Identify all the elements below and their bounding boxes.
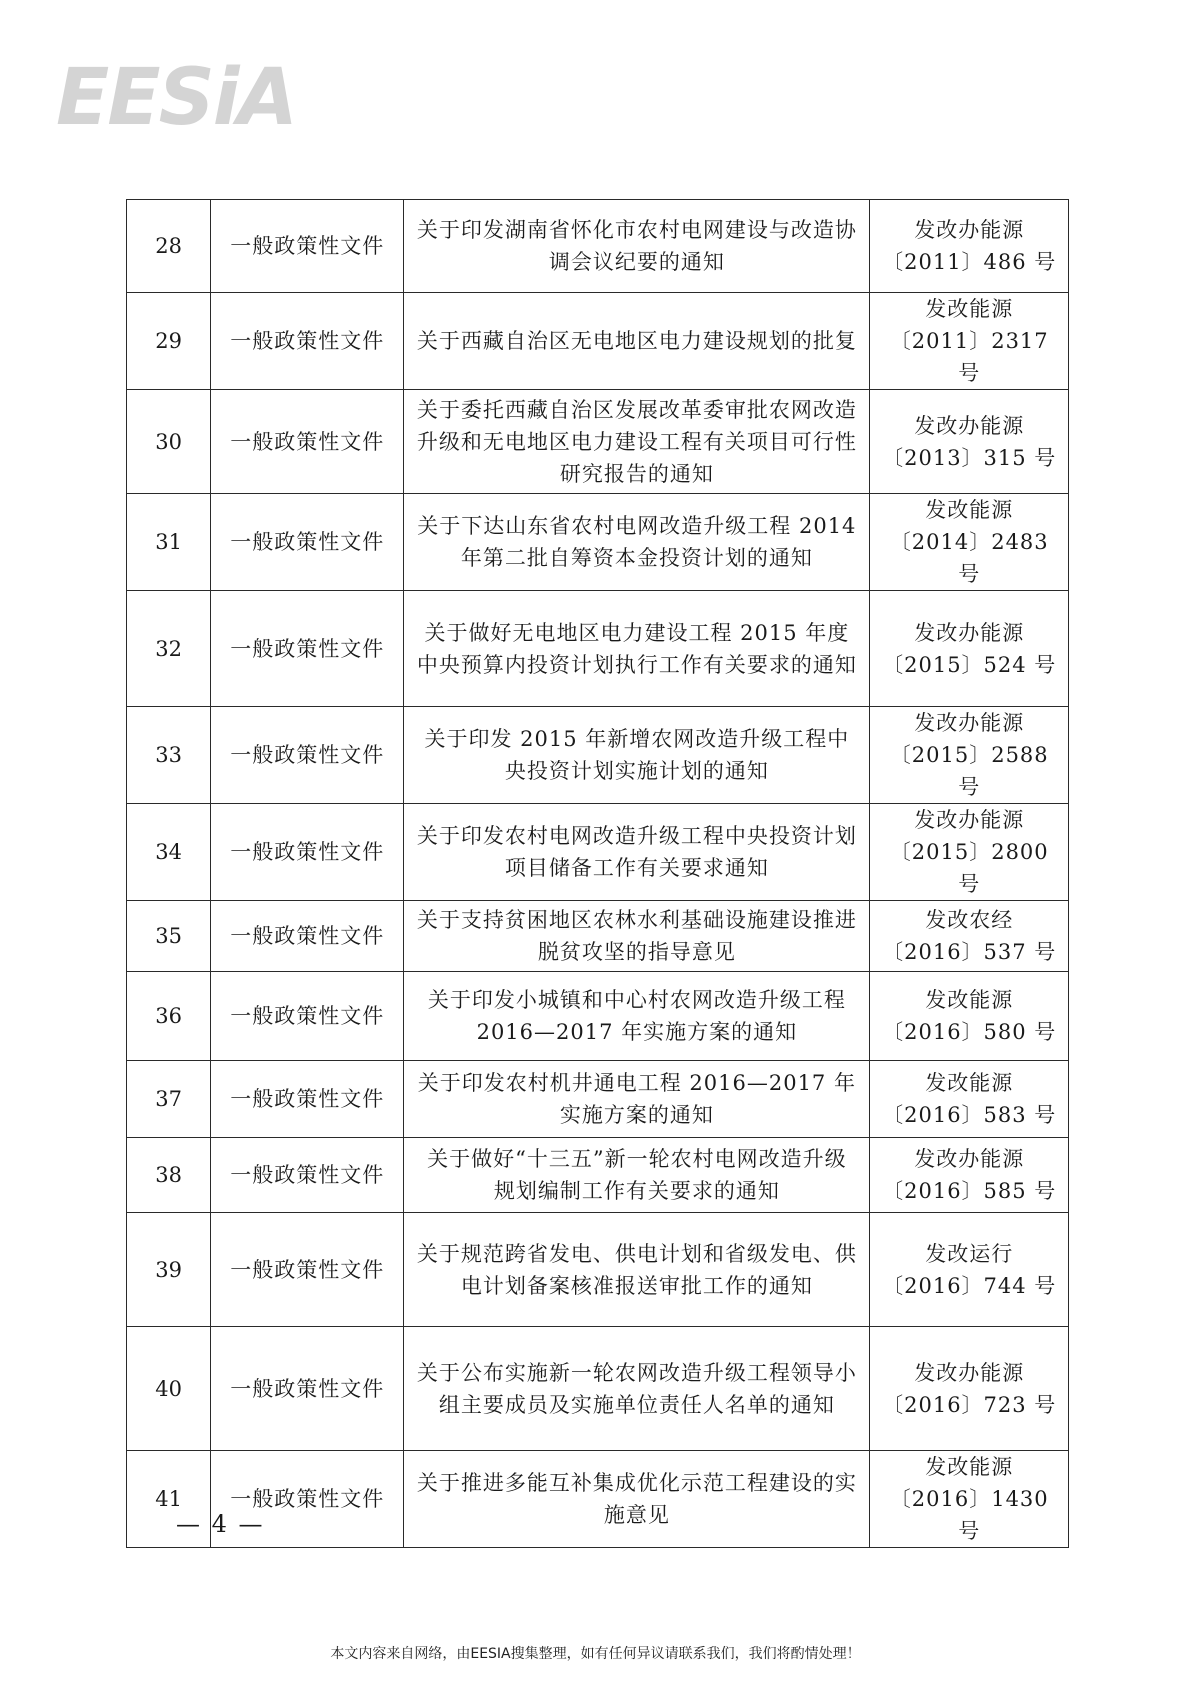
document-number-serial: 〔2016〕580 号 [882, 1020, 1057, 1044]
document-number-issuer: 发改能源 [925, 297, 1014, 321]
document-number-issuer: 发改能源 [925, 498, 1014, 522]
footer-disclaimer: 本文内容来自网络，由EESIA搜集整理，如有任何异议请联系我们，我们将酌情处理！ [330, 1646, 861, 1662]
row-document-number [870, 1327, 1069, 1451]
row-title: 关于规范跨省发电、供电计划和省级发电、供电计划备案核准报送审批工作的通知 [404, 1213, 870, 1327]
table-row [127, 200, 1069, 293]
document-number-serial: 〔2015〕524 号 [882, 652, 1057, 677]
row-category: 一般政策性文件 [211, 1451, 404, 1548]
document-number-issuer: 发改办能源 [914, 1147, 1025, 1171]
table-row [127, 804, 1069, 901]
row-title: 关于印发小城镇和中心村农网改造升级工程 2016—2017 年实施方案的通知 [404, 972, 870, 1061]
row-title: 关于印发湖南省怀化市农村电网建设与改造协调会议纪要的通知 [404, 200, 870, 293]
row-number: 34 [127, 804, 211, 901]
eesia-logo [56, 48, 306, 138]
row-document-number [870, 804, 1069, 901]
row-document-number [870, 972, 1069, 1061]
row-document-number [870, 1138, 1069, 1213]
row-title: 关于下达山东省农村电网改造升级工程 2014 年第二批自筹资本金投资计划的通知 [404, 494, 870, 591]
row-category: 一般政策性文件 [211, 390, 404, 494]
row-number: 30 [127, 390, 211, 494]
document-number-serial: 〔2015〕2800 号 [889, 840, 1049, 896]
row-document-number [870, 293, 1069, 390]
document-number-issuer: 发改办能源 [914, 711, 1025, 735]
logo-wordmark: EESiA [56, 53, 296, 138]
row-document-number [870, 1451, 1069, 1548]
row-title: 关于做好“十三五”新一轮农村电网改造升级规划编制工作有关要求的通知 [404, 1138, 870, 1213]
row-title: 关于委托西藏自治区发展改革委审批农网改造升级和无电地区电力建设工程有关项目可行性研究报告的通知 [404, 390, 870, 494]
row-category: 一般政策性文件 [211, 494, 404, 591]
document-number-serial: 〔2016〕583 号 [882, 1103, 1057, 1127]
table-row [127, 707, 1069, 804]
row-number: 40 [127, 1327, 211, 1451]
row-title: 关于西藏自治区无电地区电力建设规划的批复 [404, 293, 870, 390]
row-document-number [870, 707, 1069, 804]
document-number-serial: 〔2011〕486 号 [882, 250, 1057, 274]
row-number: 31 [127, 494, 211, 591]
table-row [127, 1327, 1069, 1451]
document-number-serial: 〔2016〕585 号 [882, 1179, 1057, 1203]
row-category: 一般政策性文件 [211, 1213, 404, 1327]
table-row [127, 591, 1069, 707]
row-category: 一般政策性文件 [211, 1138, 404, 1213]
table-row [127, 1061, 1069, 1138]
document-number-serial: 〔2016〕1430 号 [889, 1487, 1049, 1543]
document-number-serial: 〔2013〕315 号 [882, 445, 1057, 470]
table-row [127, 1138, 1069, 1213]
document-number-serial: 〔2014〕2483 号 [889, 530, 1049, 586]
row-category: 一般政策性文件 [211, 972, 404, 1061]
row-category: 一般政策性文件 [211, 1327, 404, 1451]
row-document-number [870, 901, 1069, 972]
table-row [127, 494, 1069, 591]
document-number-issuer: 发改能源 [925, 1455, 1014, 1479]
document-number-serial: 〔2015〕2588 号 [889, 743, 1049, 799]
row-number: 33 [127, 707, 211, 804]
row-number: 39 [127, 1213, 211, 1327]
document-number-serial: 〔2016〕744 号 [882, 1273, 1057, 1298]
document-number-serial: 〔2011〕2317 号 [889, 329, 1049, 385]
document-number-issuer: 发改农经 [925, 908, 1014, 932]
document-number-issuer: 发改办能源 [914, 1360, 1025, 1385]
table-row [127, 901, 1069, 972]
page-number: — 4 — [176, 1510, 265, 1538]
row-title: 关于印发 2015 年新增农网改造升级工程中央投资计划实施计划的通知 [404, 707, 870, 804]
row-document-number [870, 1213, 1069, 1327]
row-document-number [870, 1061, 1069, 1138]
document-number-serial: 〔2016〕723 号 [882, 1392, 1057, 1417]
row-category: 一般政策性文件 [211, 804, 404, 901]
table-body [127, 200, 1069, 1548]
row-document-number [870, 200, 1069, 293]
row-title: 关于印发农村机井通电工程 2016—2017 年实施方案的通知 [404, 1061, 870, 1138]
row-category: 一般政策性文件 [211, 901, 404, 972]
row-category: 一般政策性文件 [211, 591, 404, 707]
row-number: 36 [127, 972, 211, 1061]
document-number-issuer: 发改能源 [925, 988, 1014, 1012]
document-number-issuer: 发改办能源 [914, 620, 1025, 645]
row-number: 35 [127, 901, 211, 972]
row-category: 一般政策性文件 [211, 1061, 404, 1138]
row-number: 29 [127, 293, 211, 390]
row-title: 关于印发农村电网改造升级工程中央投资计划项目储备工作有关要求通知 [404, 804, 870, 901]
row-category: 一般政策性文件 [211, 293, 404, 390]
row-number: 38 [127, 1138, 211, 1213]
row-number: 37 [127, 1061, 211, 1138]
row-title: 关于公布实施新一轮农网改造升级工程领导小组主要成员及实施单位责任人名单的通知 [404, 1327, 870, 1451]
row-number: 28 [127, 200, 211, 293]
document-number-issuer: 发改办能源 [914, 413, 1025, 438]
document-number-serial: 〔2016〕537 号 [882, 940, 1057, 964]
row-number: 32 [127, 591, 211, 707]
logo-graphic [56, 48, 306, 138]
row-title: 关于推进多能互补集成优化示范工程建设的实施意见 [404, 1451, 870, 1548]
document-number-issuer: 发改运行 [925, 1241, 1014, 1266]
row-title: 关于支持贫困地区农林水利基础设施建设推进脱贫攻坚的指导意见 [404, 901, 870, 972]
policy-document-table [126, 199, 1069, 1548]
table-row [127, 972, 1069, 1061]
document-number-issuer: 发改能源 [925, 1071, 1014, 1095]
document-number-issuer: 发改办能源 [914, 218, 1025, 242]
row-document-number [870, 390, 1069, 494]
table-row [127, 1451, 1069, 1548]
table-row [127, 390, 1069, 494]
row-number: 41 [127, 1451, 211, 1548]
row-title: 关于做好无电地区电力建设工程 2015 年度中央预算内投资计划执行工作有关要求的通知 [404, 591, 870, 707]
row-category: 一般政策性文件 [211, 200, 404, 293]
document-number-issuer: 发改办能源 [914, 808, 1025, 832]
row-category: 一般政策性文件 [211, 707, 404, 804]
row-document-number [870, 494, 1069, 591]
row-document-number [870, 591, 1069, 707]
table-row [127, 293, 1069, 390]
table-row [127, 1213, 1069, 1327]
